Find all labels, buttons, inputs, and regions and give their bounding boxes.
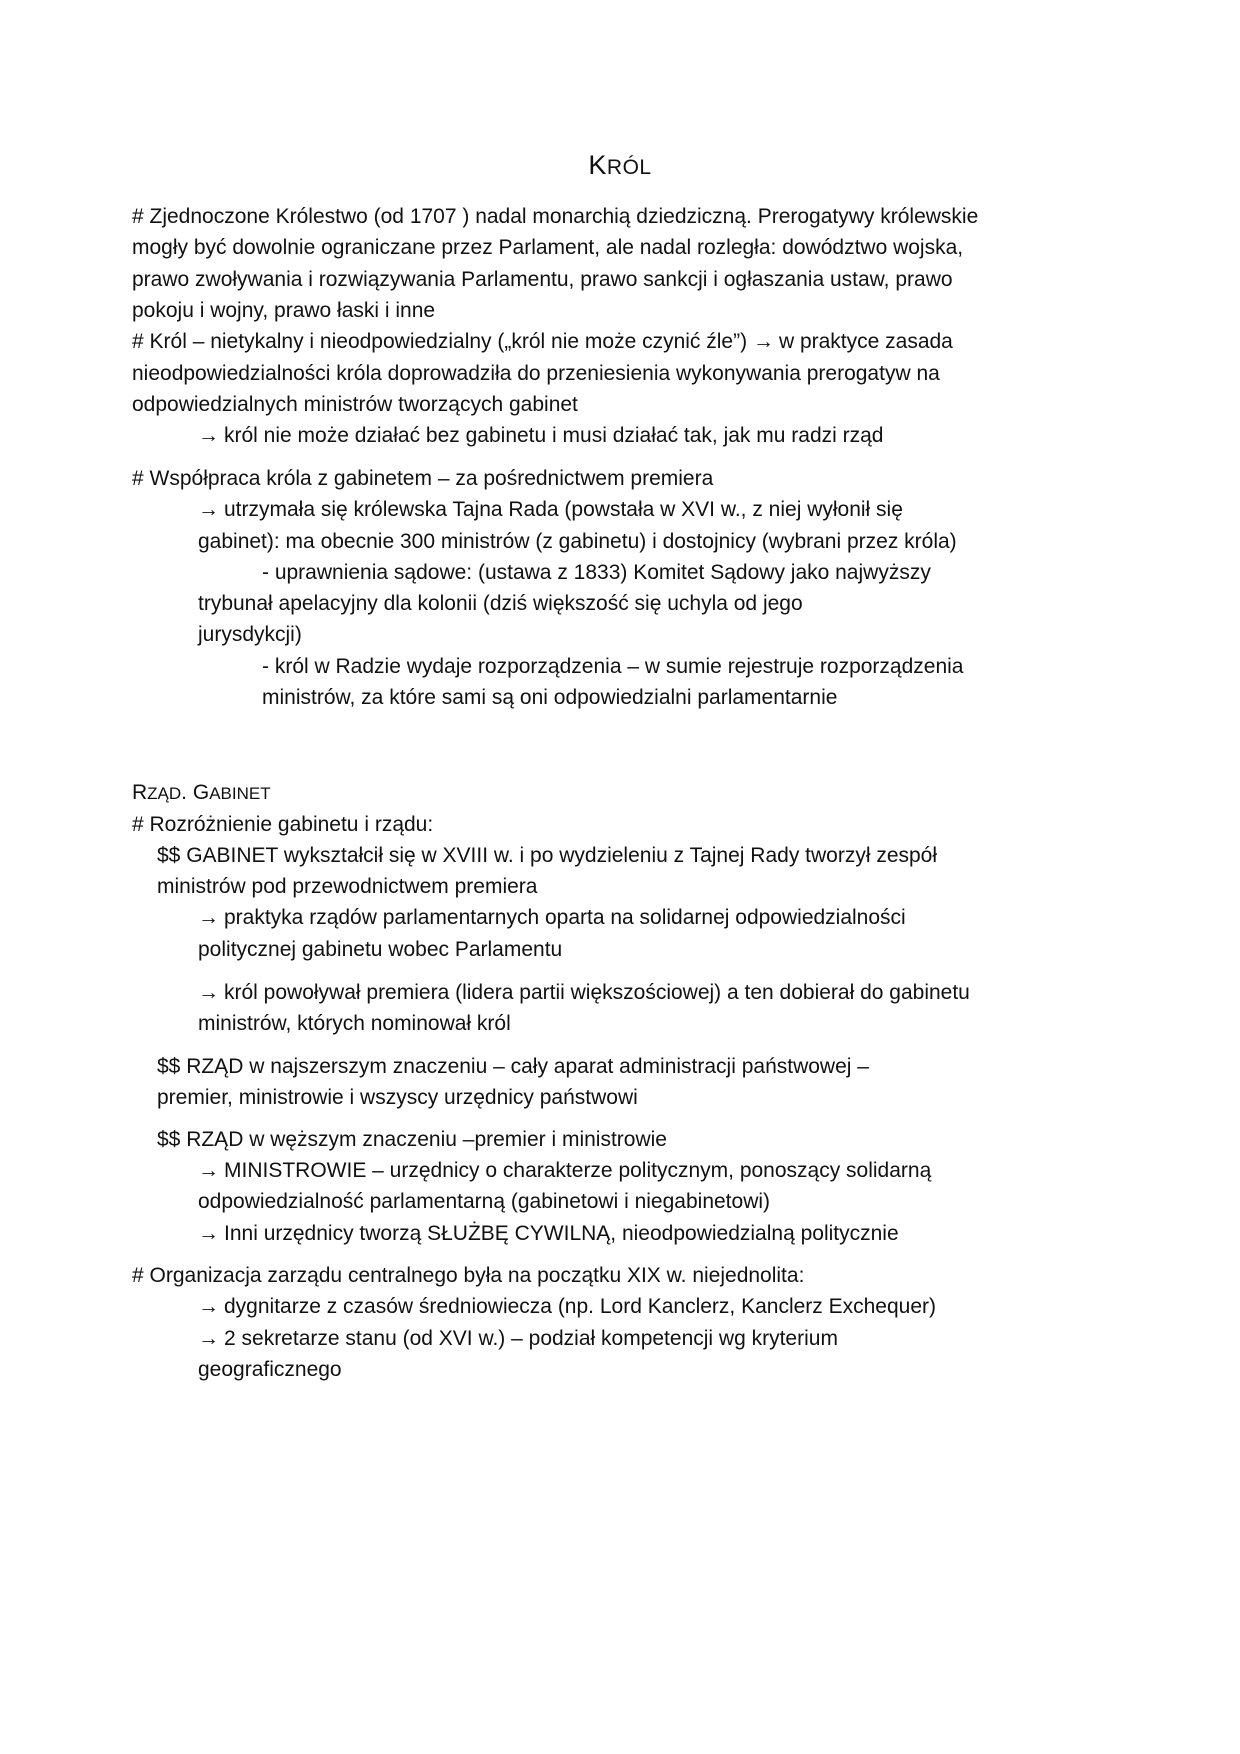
line-text: Inni urzędnicy tworzą SŁUŻBĘ CYWILNĄ, nieodpowiedzialną politycznie <box>224 1222 899 1245</box>
section-heading <box>132 776 271 811</box>
paragraph-line: gabinet): ma obecnie 300 ministrów (z gabinetu) i dostojnicy (wybrani przez króla) <box>198 530 957 553</box>
paragraph-line <box>198 901 906 935</box>
arrow-right-icon: → <box>198 498 219 521</box>
line-text: # Król – nietykalny i nieodpowiedzialny („król nie może czynić źle”) <box>132 330 748 353</box>
paragraph-line: jurysdykcji) <box>198 623 302 646</box>
paragraph-line: premier, ministrowie i wszyscy urzędnicy państwowi <box>157 1086 638 1109</box>
line-text: dygnitarze z czasów średniowiecza (np. Lord Kanclerz, Kanclerz Exchequer) <box>224 1295 937 1318</box>
arrow-right-icon: → <box>198 981 219 1004</box>
line-text: 2 sekretarze stanu (od XVI w.) – podział kompetencji wg kryterium <box>224 1327 838 1350</box>
paragraph-line: odpowiedzialnych ministrów tworzących gabinet <box>132 393 578 416</box>
paragraph-line: trybunał apelacyjny dla kolonii (dziś większość się uchyla od jego <box>198 592 803 615</box>
paragraph-line: # Zjednoczone Królestwo (od 1707 ) nadal monarchią dziedziczną. Prerogatywy królewskie <box>132 205 979 228</box>
line-text: MINISTROWIE – urzędnicy o charakterze politycznym, ponoszący solidarną <box>224 1159 932 1182</box>
line-text: król nie może działać bez gabinetu i musi działać tak, jak mu radzi rząd <box>224 424 884 447</box>
arrow-right-icon: → <box>198 1222 219 1245</box>
paragraph-line <box>198 419 883 453</box>
line-text: w praktyce zasada <box>778 330 953 353</box>
paragraph-line: - król w Radzie wydaje rozporządzenia – w sumie rejestruje rozporządzenia <box>262 655 964 678</box>
paragraph-line <box>198 1154 931 1188</box>
paragraph-line <box>198 1322 838 1356</box>
paragraph-line: $$ GABINET wykształcił się w XVIII w. i po wydzieleniu z Tajnej Rady tworzył zespół <box>157 844 938 867</box>
page-title <box>0 150 1240 181</box>
arrow-right-icon: → <box>752 330 774 353</box>
paragraph-line: ministrów, za które sami są oni odpowiedzialni parlamentarnie <box>262 686 838 709</box>
heading-part: . G <box>181 781 210 804</box>
paragraph-line <box>198 976 970 1010</box>
paragraph-line <box>132 325 953 359</box>
arrow-right-icon: → <box>198 1327 219 1350</box>
heading-part: ZĄD <box>147 784 182 803</box>
title-rest: RÓL <box>606 156 652 179</box>
title-first-letter: K <box>588 150 607 180</box>
paragraph-line: geograficznego <box>198 1358 342 1381</box>
arrow-right-icon: → <box>198 906 219 929</box>
line-text: król powoływał premiera (lidera partii większościowej) a ten dobierał do gabinetu <box>224 981 970 1004</box>
paragraph-line: pokoju i wojny, prawo łaski i inne <box>132 299 436 322</box>
line-text: utrzymała się królewska Tajna Rada (powstała w XVI w., z niej wyłonił się <box>224 498 903 521</box>
paragraph-line: # Współpraca króla z gabinetem – za pośrednictwem premiera <box>132 467 714 490</box>
paragraph-line: $$ RZĄD w najszerszym znaczeniu – cały aparat administracji państwowej – <box>157 1055 869 1078</box>
paragraph-line: # Organizacja zarządu centralnego była na początku XIX w. niejednolita: <box>132 1264 805 1287</box>
paragraph-line: nieodpowiedzialności króla doprowadziła do przeniesienia wykonywania prerogatyw na <box>132 362 940 385</box>
paragraph-line <box>198 1290 936 1324</box>
paragraph-line <box>198 1217 899 1251</box>
paragraph-line: ministrów, których nominował król <box>198 1012 511 1035</box>
arrow-right-icon: → <box>198 1159 219 1182</box>
paragraph-line: # Rozróżnienie gabinetu i rządu: <box>132 813 434 836</box>
paragraph-line: odpowiedzialność parlamentarną (gabinetowi i niegabinetowi) <box>198 1190 771 1213</box>
paragraph-line: $$ RZĄD w węższym znaczeniu –premier i ministrowie <box>157 1128 667 1151</box>
paragraph-line: prawo zwoływania i rozwiązywania Parlamentu, prawo sankcji i ogłaszania ustaw, prawo <box>132 268 953 291</box>
line-text: praktyka rządów parlamentarnych oparta na solidarnej odpowiedzialności <box>224 906 906 929</box>
arrow-right-icon: → <box>198 424 219 447</box>
paragraph-line: mogły być dowolnie ograniczane przez Parlament, ale nadal rozległa: dowództwo wojska, <box>132 236 964 259</box>
paragraph-line: ministrów pod przewodnictwem premiera <box>157 875 538 898</box>
heading-part: ABINET <box>209 784 271 803</box>
arrow-right-icon: → <box>198 1295 219 1318</box>
paragraph-line: politycznej gabinetu wobec Parlamentu <box>198 938 563 961</box>
heading-part: R <box>132 781 148 804</box>
paragraph-line: - uprawnienia sądowe: (ustawa z 1833) Komitet Sądowy jako najwyższy <box>262 561 931 584</box>
paragraph-line <box>198 493 903 527</box>
